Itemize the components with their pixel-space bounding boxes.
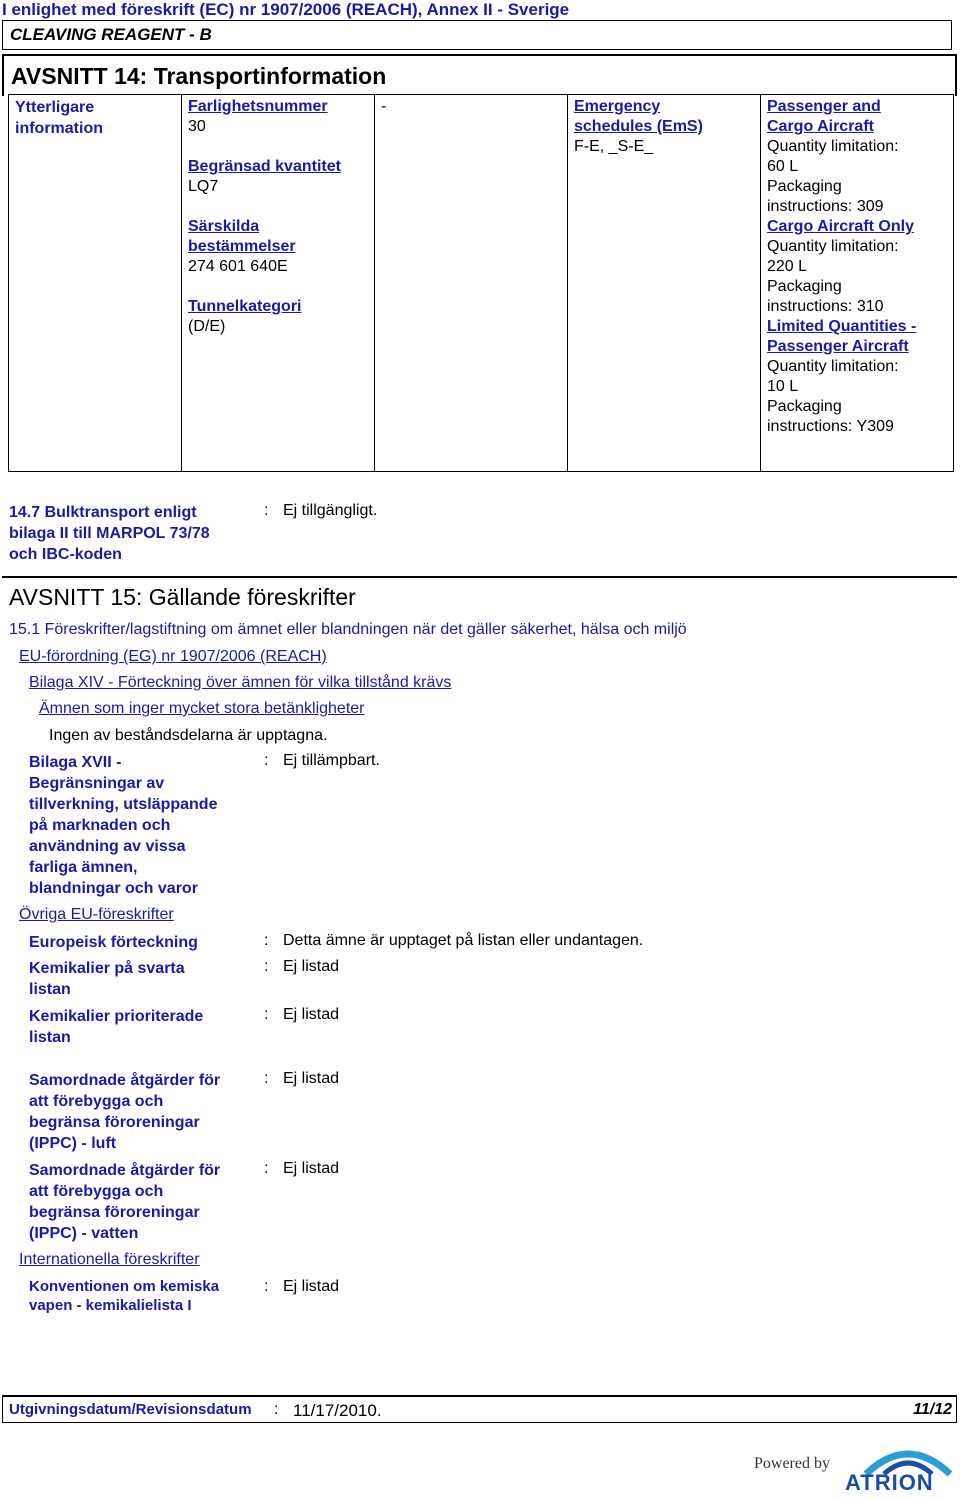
priority-list-label (29, 1006, 203, 1048)
ippc-water-line-4: (IPPC) - vatten (29, 1225, 139, 1242)
table-col-info (9, 95, 182, 471)
black-list-line-1: Kemikalier på svarta (29, 960, 185, 977)
footer-colon: : (274, 1401, 279, 1418)
priority-list-line-1: Kemikalier prioriterade (29, 1008, 204, 1025)
special-provisions-label-1: Särskilda (188, 218, 260, 235)
priority-list-value: Ej listad (283, 1006, 340, 1023)
hazard-number-value: 30 (188, 118, 206, 135)
pca-packaging-value: instructions: 309 (767, 198, 884, 215)
bulk-label-line-2: bilaga II till MARPOL 73/78 (9, 525, 210, 542)
european-inventory-colon: : (264, 932, 269, 949)
product-name-box (2, 20, 952, 50)
lq-quantity-value: 10 L (767, 378, 799, 395)
page-number: 11/12 (913, 1401, 952, 1418)
international-heading: Internationella föreskrifter (19, 1251, 200, 1268)
atrion-logo-text: ATRION (845, 1470, 934, 1495)
european-inventory-value: Detta ämne är upptaget på listan eller undantagen. (283, 932, 644, 949)
table-col-dash (375, 95, 568, 471)
powered-by-text: Powered by (754, 1455, 830, 1472)
section-15-header (2, 576, 957, 616)
priority-list-colon: : (264, 1006, 269, 1023)
annex-xvii-line-5: användning av vissa (29, 838, 186, 855)
black-list-label (29, 958, 185, 1000)
footer-bar (2, 1395, 957, 1423)
cwc-line-2: vapen - kemikalielista I (29, 1297, 192, 1314)
special-provisions-value: 274 601 640E (188, 258, 288, 275)
annex-xvii-line-6: farliga ämnen, (29, 859, 138, 876)
annex-xvii-colon: : (264, 752, 269, 769)
annex-xvii-line-3: tillverkning, utsläppande (29, 796, 218, 813)
lq-label-1: Limited Quantities - (767, 318, 917, 335)
footer-date-label: Utgivningsdatum/Revisionsdatum (9, 1401, 252, 1418)
section-15-1-heading: 15.1 Föreskrifter/lagstiftning om ämnet eller blandningen när det gäller säkerhet, hälsa och miljö (9, 621, 687, 638)
cao-quantity-value: 220 L (767, 258, 808, 275)
annex-xvii-label (29, 752, 217, 899)
table-col-adr (182, 95, 375, 471)
annex-xvii-line-7: blandningar och varor (29, 880, 198, 897)
pca-label-2: Cargo Aircraft (767, 118, 874, 135)
section-14-title: AVSNITT 14: Transportinformation (11, 63, 387, 89)
info-label-1: Ytterligare (15, 99, 95, 116)
cao-label: Cargo Aircraft Only (767, 218, 914, 235)
footer-date-value: 11/17/2010. (293, 1401, 382, 1420)
cwc-label (29, 1277, 219, 1315)
ippc-water-colon: : (264, 1160, 269, 1177)
svhc-text: Ingen av beståndsdelarna är upptagna. (49, 727, 328, 744)
ippc-air-line-2: att förebygga och (29, 1093, 164, 1110)
cwc-value: Ej listad (283, 1278, 340, 1295)
cwc-colon: : (264, 1278, 269, 1295)
bulk-label-line-3: och IBC-koden (9, 546, 122, 563)
pca-quantity-value: 60 L (767, 158, 799, 175)
black-list-value: Ej listad (283, 958, 340, 975)
product-name: CLEAVING REAGENT - B (10, 25, 212, 44)
cao-packaging-label: Packaging (767, 278, 842, 295)
cao-quantity-label: Quantity limitation: (767, 238, 899, 255)
section-14-header (2, 54, 957, 96)
ippc-air-value: Ej listad (283, 1070, 340, 1087)
ippc-water-line-2: att förebygga och (29, 1183, 164, 1200)
ippc-air-line-3: begränsa föroreningar (29, 1114, 200, 1131)
ippc-air-label (29, 1070, 220, 1154)
cao-packaging-value: instructions: 310 (767, 298, 884, 315)
pca-quantity-label: Quantity limitation: (767, 138, 899, 155)
tunnel-category-value: (D/E) (188, 318, 226, 335)
lq-quantity-label: Quantity limitation: (767, 358, 899, 375)
dash-value: - (381, 98, 387, 115)
annex-xvii-line-2: Begränsningar av (29, 775, 165, 792)
bulk-colon: : (264, 502, 269, 519)
cwc-line-1: Konventionen om kemiska (29, 1278, 220, 1295)
ippc-water-line-1: Samordnade åtgärder för (29, 1162, 221, 1179)
table-col-ems (568, 95, 761, 471)
tunnel-category-label: Tunnelkategori (188, 298, 302, 315)
limited-quantity-value: LQ7 (188, 178, 219, 195)
black-list-colon: : (264, 958, 269, 975)
ippc-air-colon: : (264, 1070, 269, 1087)
special-provisions-label-2: bestämmelser (188, 238, 296, 255)
svhc-heading: Ämnen som inger mycket stora betänkligheter (39, 700, 365, 717)
ems-value: F-E, _S-E_ (574, 138, 654, 155)
ippc-water-label (29, 1160, 220, 1244)
lq-packaging-label: Packaging (767, 398, 842, 415)
pca-packaging-label: Packaging (767, 178, 842, 195)
other-eu-heading: Övriga EU-föreskrifter (19, 906, 174, 923)
eu-regulation-heading: EU-förordning (EG) nr 1907/2006 (REACH) (19, 648, 327, 665)
annex-xiv-heading: Bilaga XIV - Förteckning över ämnen för vilka tillstånd krävs (29, 674, 452, 691)
lq-label-2: Passenger Aircraft (767, 338, 909, 355)
priority-list-line-2: listan (29, 1029, 71, 1046)
pca-label-1: Passenger and (767, 98, 881, 115)
black-list-line-2: listan (29, 981, 71, 998)
ems-label-1: Emergency (574, 98, 661, 115)
annex-xvii-value: Ej tillämpbart. (283, 752, 380, 769)
bulk-transport-label (9, 502, 210, 565)
limited-quantity-label: Begränsad kvantitet (188, 158, 341, 175)
bulk-value: Ej tillgängligt. (283, 502, 378, 519)
lq-packaging-value: instructions: Y309 (767, 418, 894, 435)
annex-xvii-line-4: på marknaden och (29, 817, 171, 834)
ems-label-2: schedules (EmS) (574, 118, 703, 135)
info-label-2: information (15, 120, 103, 137)
annex-xvii-line-1: Bilaga XVII - (29, 754, 122, 771)
ippc-air-line-1: Samordnade åtgärder för (29, 1072, 221, 1089)
document-top-title: I enlighet med föreskrift (EC) nr 1907/2006 (REACH), Annex II - Sverige (2, 0, 570, 19)
ippc-water-value: Ej listad (283, 1160, 340, 1177)
table-col-iata (761, 95, 955, 471)
european-inventory-label: Europeisk förteckning (29, 934, 198, 951)
transport-table (8, 94, 954, 472)
ippc-air-line-4: (IPPC) - luft (29, 1135, 117, 1152)
section-15-title: AVSNITT 15: Gällande föreskrifter (9, 584, 356, 610)
ippc-water-line-3: begränsa föroreningar (29, 1204, 200, 1221)
hazard-number-label: Farlighetsnummer (188, 98, 328, 115)
bulk-label-line-1: 14.7 Bulktransport enligt (9, 504, 197, 521)
